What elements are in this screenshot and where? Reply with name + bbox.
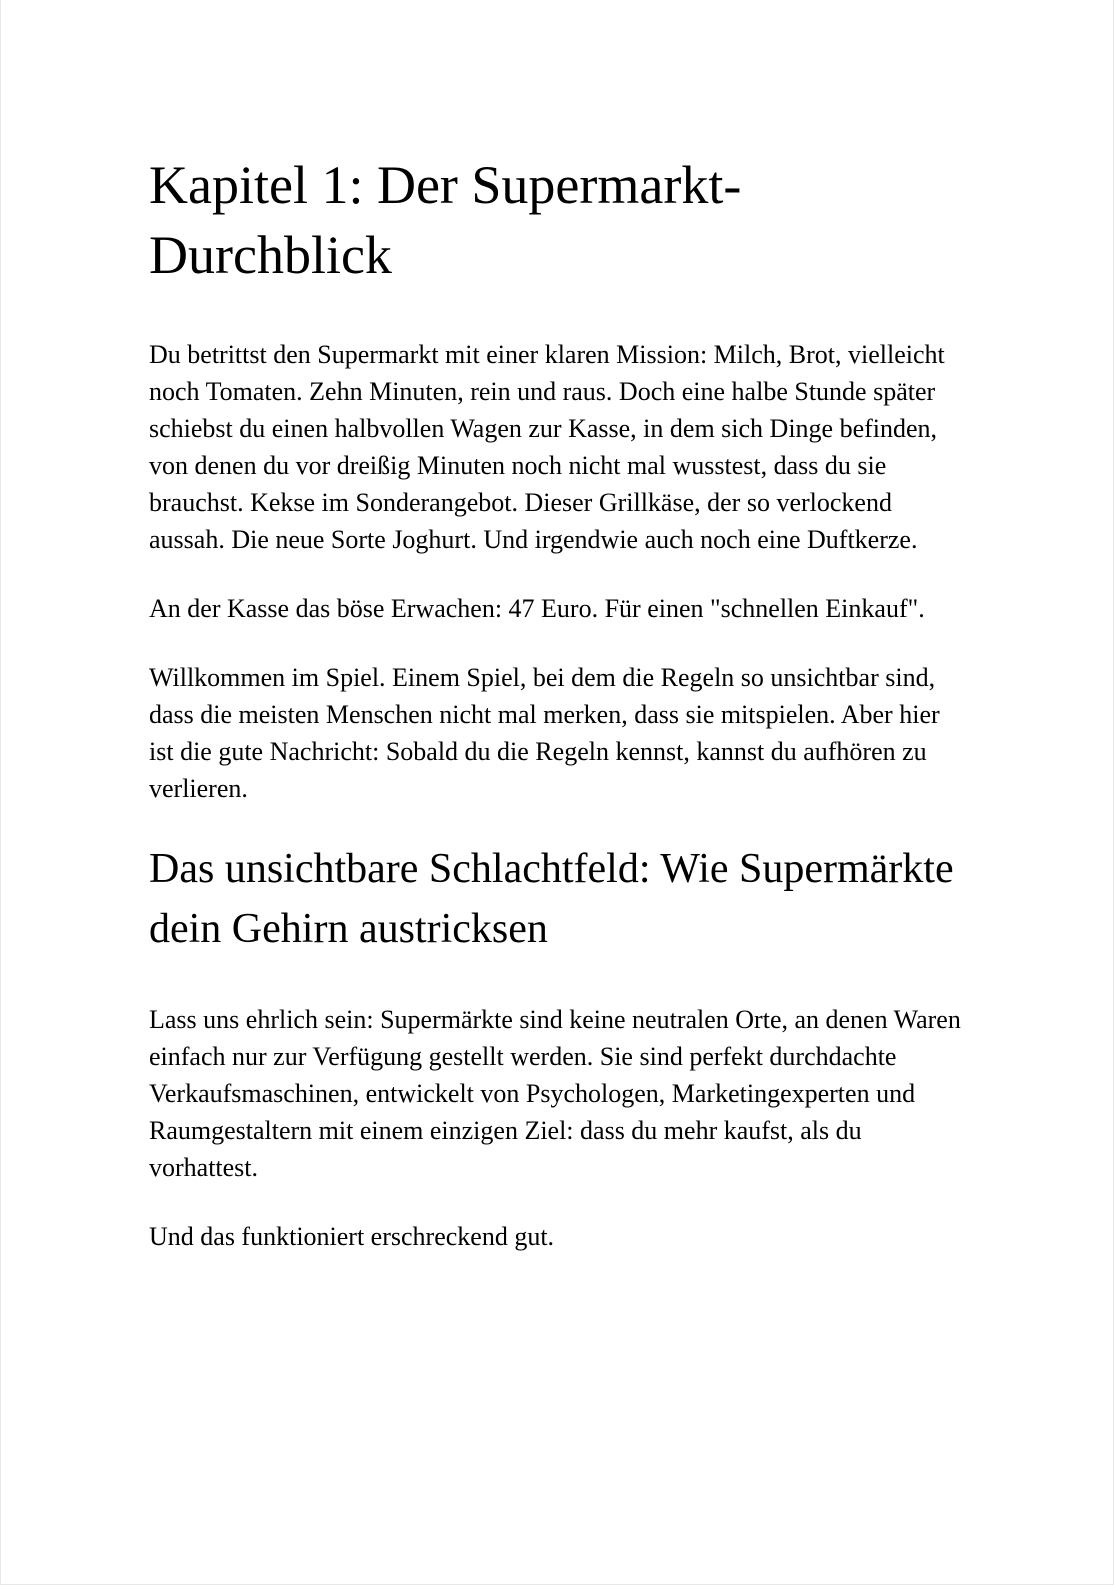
intro-paragraph-3: Willkommen im Spiel. Einem Spiel, bei dem die Regeln so unsichtbar sind, dass die meisten Menschen nicht mal merken, dass sie mitspielen. Aber hier ist die gute Nachricht: Sobald du die Regeln kennst, kannst du aufhören zu verlieren. <box>149 663 940 803</box>
section-title: Das unsichtbare Schlachtfeld: Wie Supermärkte dein Gehirn austricksen <box>149 846 954 952</box>
document-body <box>149 150 969 1287</box>
chapter-title: Kapitel 1: Der Supermarkt-Durchblick <box>149 155 742 285</box>
section-paragraph-2: Und das funktioniert erschreckend gut. <box>149 1222 555 1251</box>
intro-paragraph-2: An der Kasse das böse Erwachen: 47 Euro. Für einen "schnellen Einkauf". <box>149 594 925 623</box>
section-paragraph-1: Lass uns ehrlich sein: Supermärkte sind keine neutralen Orte, an denen Waren einfach nur zur Verfügung gestellt werden. Sie sind perfekt durchdachte Verkaufsmaschinen, entwickelt von Psychologen, Marketingexperten und Raumgestaltern mit einem einzigen Ziel: dass du mehr kaufst, als du vorhattest. <box>149 1005 961 1182</box>
intro-paragraph-1: Du betrittst den Supermarkt mit einer klaren Mission: Milch, Brot, vielleicht noch Tomaten. Zehn Minuten, rein und raus. Doch eine halbe Stunde später schiebst du einen halbvollen Wagen zur Kasse, in dem sich Dinge befinden, von denen du vor dreißig Minuten noch nicht mal wusstest, dass du sie brauchst. Kekse im Sonderangebot. Dieser Grillkäse, der so verlockend aussah. Die neue Sorte Joghurt. Und irgendwie auch noch eine Duftkerze. <box>149 340 945 554</box>
